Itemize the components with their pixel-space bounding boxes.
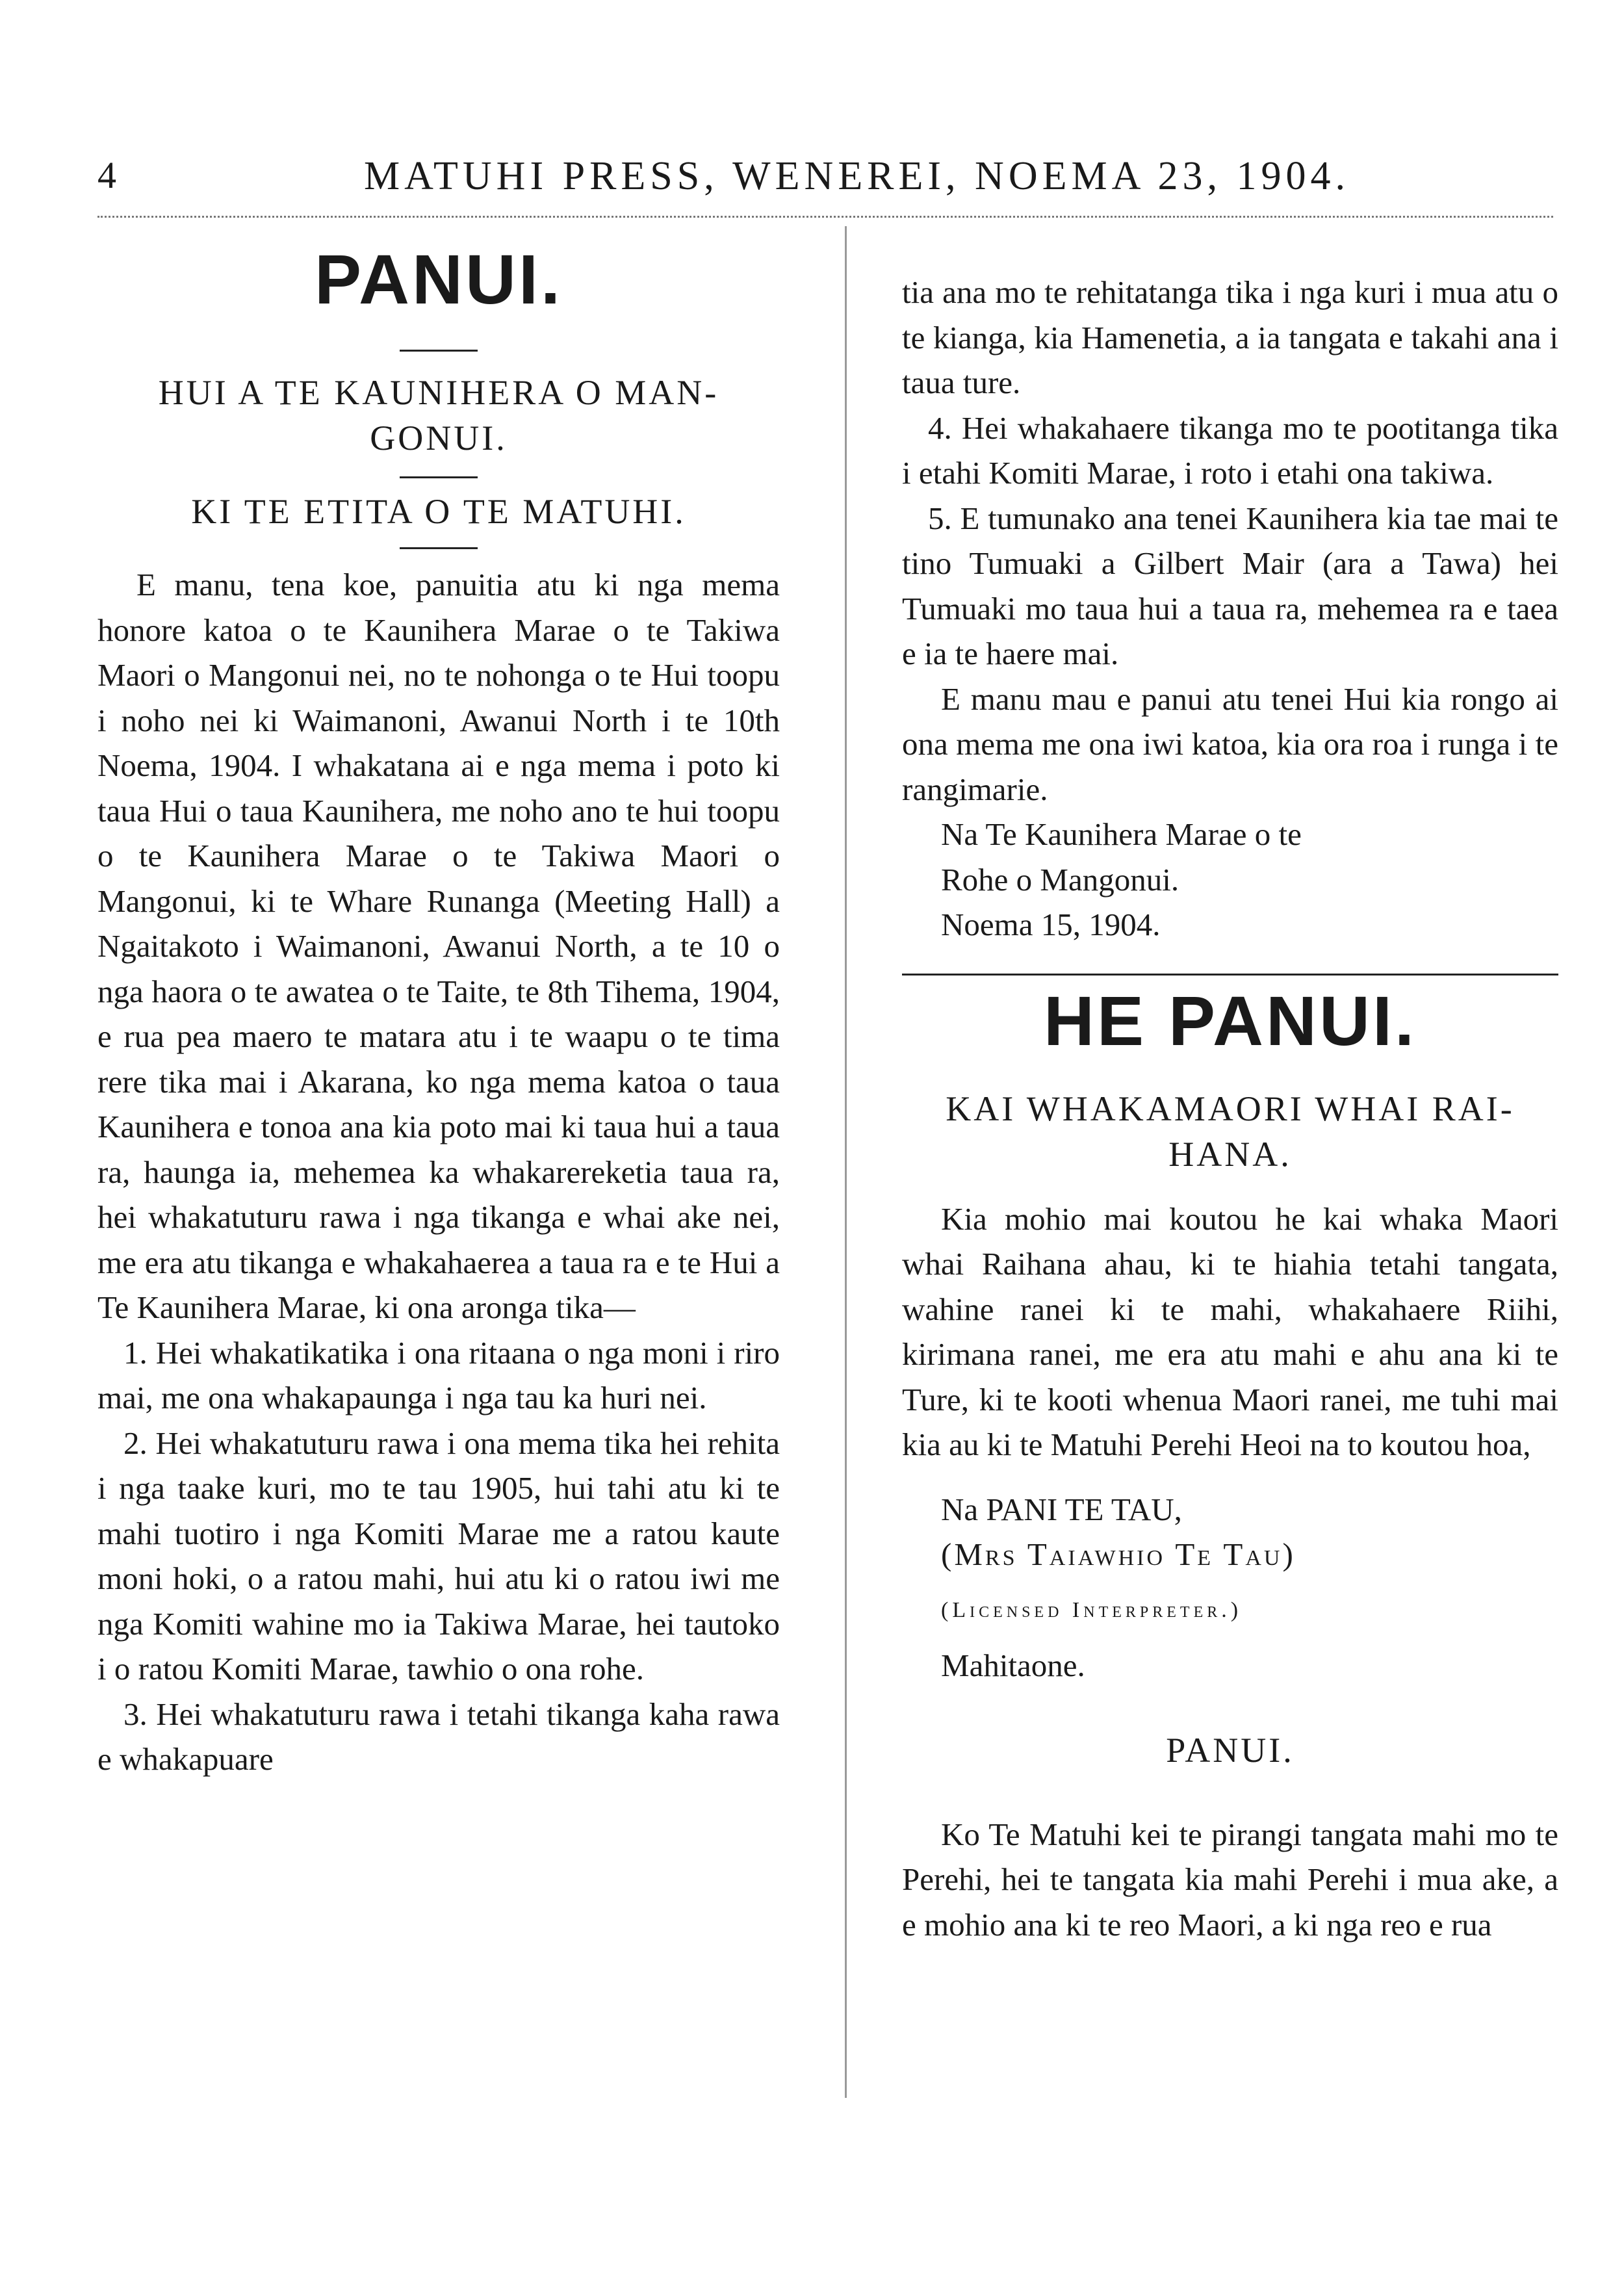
header-rule [97, 216, 1553, 218]
column-divider [845, 226, 847, 2098]
signature-line-2: Rohe o Mangonui. [941, 861, 1179, 898]
licensed-interpreter: (Licensed Interpreter.) [941, 1597, 1243, 1622]
signature-line-1: Na Te Kaunihera Marae o te [941, 816, 1302, 852]
agenda-item-5: 5. E tumunako ana tenei Kaunihera kia tae mai te tino Tumuaki a Gilbert Mair (ara a Tawa) hei Tumuaki mo taua hui a taua ra, mehemea ra e taea e ia te haere mai. [902, 500, 1558, 671]
agenda-item-1: 1. Hei whakatikatika i ona ritaana o nga moni i riro mai, me ona whakapaunga i nga tau ka huri nei. [97, 1334, 780, 1415]
interpreter-location: Mahitaone. [941, 1647, 1085, 1683]
closing-paragraph: E manu mau e panui atu tenei Hui kia rongo ai ona mema me ona iwi katoa, kia ora roa i runga i te rangimarie. [902, 680, 1558, 807]
agenda-item-4: 4. Hei whakahaere tikanga mo te pootitanga tika i etahi Komiti Marae, i roto i etahi ona takiwa. [902, 409, 1558, 491]
press-notice-paragraph: Ko Te Matuhi kei te pirangi tangata mahi mo te Perehi, hei te tangata kia mahi Perehi i mua ake, a e mohio ana ki te reo Maori, a ki nga reo e rua [902, 1816, 1558, 1943]
interpreter-heading: KAI WHAKAMAORI WHAI RAI-HANA. [946, 1089, 1515, 1174]
second-notice-title: HE PANUI. [1043, 981, 1417, 1060]
agenda-item-3: 3. Hei whakatuturu rawa i tetahi tikanga kaha rawa e whakapuare [97, 1696, 780, 1777]
interpreter-name: (Mrs Taiawhio Te Tau) [941, 1536, 1296, 1572]
page-number: 4 [97, 154, 116, 196]
agenda-item-2: 2. Hei whakatuturu rawa i ona mema tika hei rehita i nga taake kuri, mo te tau 1905, hui tahi atu ki te mahi tuotiro i nga Komiti Marae me a ratou kaute moni hoki, o a ratou mahi, hui atu ki o ratou iwi me nga Komiti wahine mo ia Takiwa Marae, hei tautoko i o ratou Komiti Marae, tawhio o ona rohe. [97, 1425, 780, 1686]
interpreter-paragraph: Kia mohio mai koutou he kai whaka Maori whai Raihana ahau, ki te hiahia tetahi tangata, wahine ranei ki te mahi, whakahaere Riihi, kirimana ranei, me era atu mahi e ahu ana ki te Ture, ki te kooti whenua Maori ranei, me tuhi mai kia au ki te Matuhi Perehi Heoi na to koutou hoa, [902, 1200, 1558, 1462]
interpreter-signature: Na PANI TE TAU, [941, 1491, 1182, 1527]
addressee-heading: KI TE ETITA O TE MATUHI. [191, 492, 686, 531]
third-notice-title: PANUI. [1166, 1730, 1295, 1770]
continued-paragraph: tia ana mo te rehitatanga tika i nga kuri i mua atu o te kianga, kia Hamenetia, a ia tangata e takahi ana i taua ture. [902, 274, 1558, 400]
right-column [902, 270, 1558, 1947]
left-column [97, 240, 780, 1782]
notice-subtitle: HUI A TE KAUNIHERA O MAN-GONUI. [158, 373, 719, 458]
notice-date: Noema 15, 1904. [941, 907, 1161, 942]
running-title: MATUHI PRESS, WENEREI, NOEMA 23, 1904. [364, 154, 1350, 198]
notice-title: PANUI. [314, 240, 563, 318]
notice-paragraph: E manu, tena koe, panuitia atu ki nga mema honore katoa o te Kaunihera Marae o te Takiwa Maori o Mangonui nei, no te nohonga o te Hui toopu i noho nei ki Waimanoni, Awanui North i te 10th Noema, 1904. I whakatana ai e nga mema i poto ki taua Hui o taua Kaunihera, me noho ano te hui toopu o te Kaunihera Marae o te Takiwa Maori o Mangonui, ki te Whare Runanga (Meeting Hall) a Ngaitakoto i Waimanoni, Awanui North, a te 10 o nga haora o te awatea o te Taite, te 8th Tihema, 1904, e rua pea maero te matara atu i te waapu o te tima rere tika mai i Akarana, ko nga mema katoa o taua Kaunihera e tonoa ana kia poto mai ki taua hui a taua ra, haunga ia, mehemea ka whakarereketia taua ra, hei whakatuturu rawa i nga tikanga e whai ake nei, me era atu tikanga e whakahaerea a taua ra e te Hui a Te Kaunihera Marae, ki ona aronga tika— [97, 567, 780, 1325]
